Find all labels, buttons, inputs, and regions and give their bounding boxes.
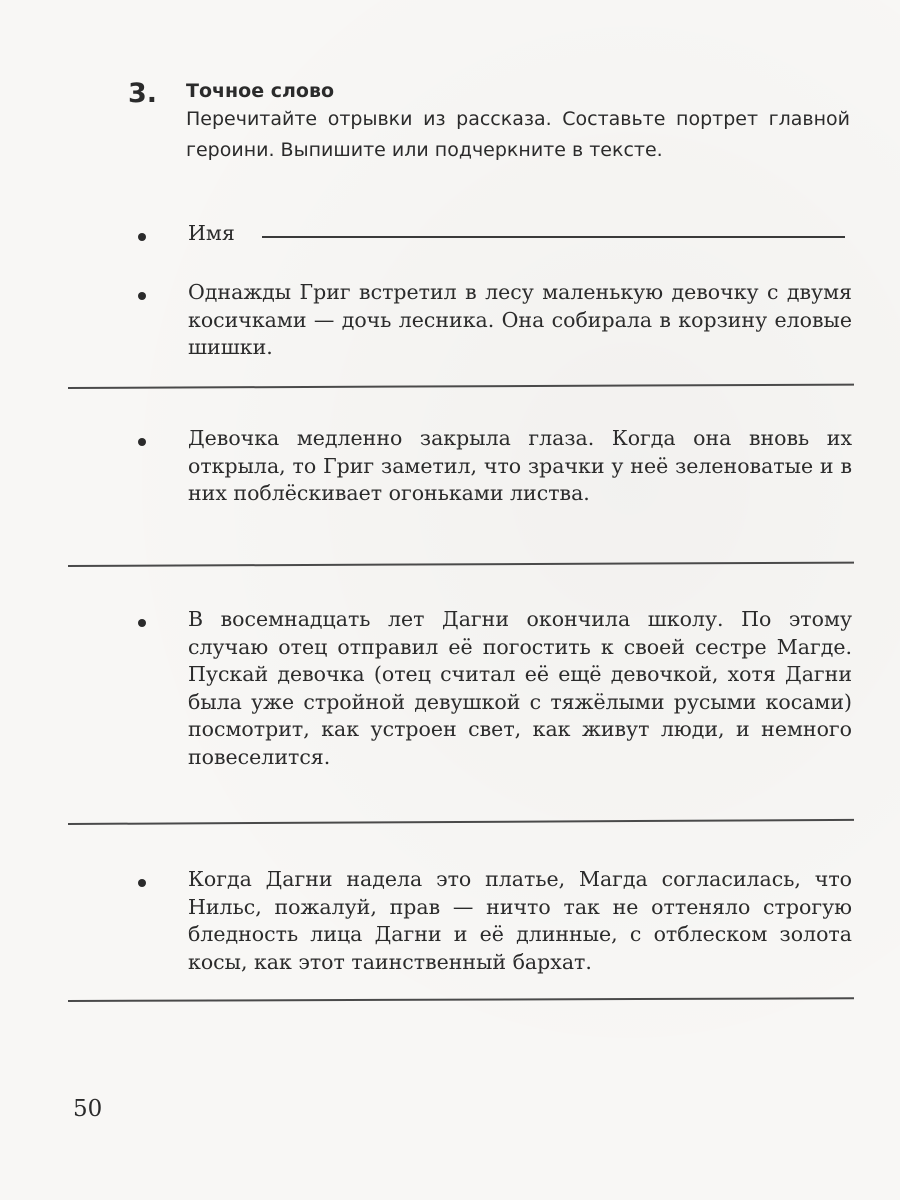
- answer-line[interactable]: [68, 819, 854, 825]
- excerpt-text: Девочка медленно закрыла глаза. Когда она вновь их открыла, то Григ заметил, что зрачки у неё зеленоватые и в них поблёскивает огоньками листва.: [188, 426, 852, 505]
- name-answer-line[interactable]: [262, 236, 845, 238]
- bullet-icon: [138, 292, 146, 300]
- bullet-icon: [138, 879, 146, 887]
- bullet-icon: [138, 233, 146, 241]
- bullet-icon: [138, 438, 146, 446]
- answer-line[interactable]: [68, 384, 854, 389]
- page-number: 50: [73, 1096, 103, 1122]
- answer-line[interactable]: [68, 562, 854, 567]
- excerpt-text: Однажды Григ встретил в лесу маленькую девочку с двумя косичками — дочь лесника. Она собирала в корзину еловые шишки.: [188, 280, 852, 359]
- excerpt-text: Когда Дагни надела это платье, Магда согласилась, что Нильс, пожалуй, прав — ничто так не оттеняло строгую бледность лица Дагни и её длинные, с отблеском золота косы, как этот таинственный бархат.: [188, 867, 852, 974]
- excerpt-text: В восемнадцать лет Дагни окончила школу. По этому случаю отец отправил её погостить к своей сестре Магде. Пускай девочка (отец считал её ещё девочкой, хотя Дагни была уже стройной девушкой с тяжёлыми русыми косами) посмотрит, как устроен свет, как живут люди, и немного повеселится.: [188, 607, 852, 769]
- name-label: Имя: [188, 221, 235, 245]
- task-title: Точное слово: [186, 80, 335, 102]
- bullet-icon: [138, 619, 146, 627]
- answer-line[interactable]: [68, 997, 854, 1001]
- task-number: 3.: [128, 78, 158, 109]
- task-instructions: Перечитайте отрывки из рассказа. Составьте портрет главной героини. Выпишите или подчеркните в тексте.: [186, 108, 850, 161]
